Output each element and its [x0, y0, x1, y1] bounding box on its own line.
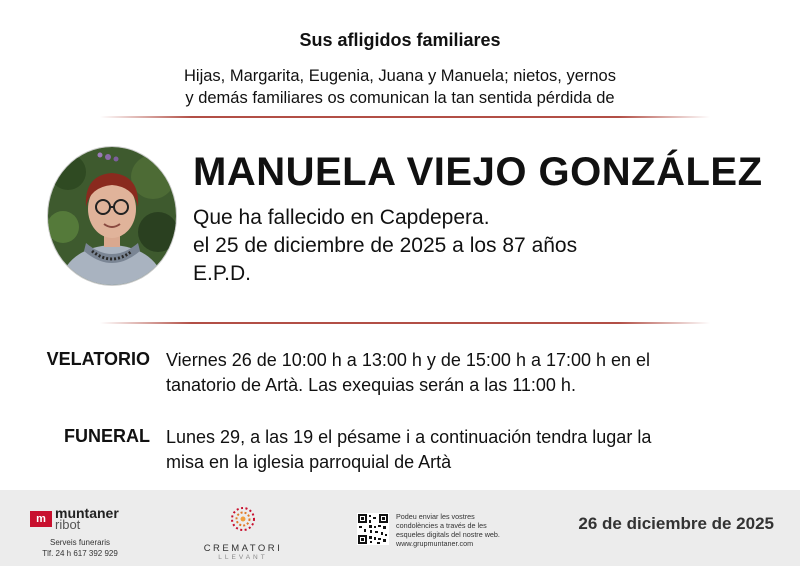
- muntaner-logo: [30, 507, 130, 531]
- muntaner-brand: [30, 507, 130, 559]
- deceased-photo: [47, 146, 177, 286]
- brand-caption: [30, 537, 130, 559]
- crematori-flower-icon: [228, 504, 258, 534]
- velatorio-line-1: Viernes 26 de 10:00 h a 13:00 h y de 15:00 h a 17:00 h en el: [166, 350, 651, 370]
- velatorio-text: [166, 348, 726, 398]
- deceased-details: [193, 204, 577, 288]
- funeral-line-2: misa en la iglesia parroquial de Artà: [166, 452, 452, 472]
- crematori-sub: LLEVANT: [218, 554, 268, 561]
- qr-text-line-3: esqueles digitals del nostre web.: [396, 530, 500, 539]
- deceased-name: MANUELA VIEJO GONZÁLEZ: [193, 150, 763, 194]
- funeral-text: [166, 425, 726, 475]
- family-text: [0, 65, 800, 109]
- family-title: Sus afligidos familiares: [299, 30, 501, 50]
- top-divider: [100, 116, 710, 118]
- middle-divider: [100, 322, 710, 324]
- funeral-line-1: Lunes 29, a las 19 el pésame i a continuación tendra lugar la: [166, 427, 652, 447]
- funeral-label: FUNERAL: [64, 426, 150, 446]
- velatorio-line-2: tanatorio de Artà. Las exequias serán a las 11:00 h.: [166, 375, 576, 395]
- brand-caption-services: Serveis funeraris: [49, 538, 111, 547]
- website-link[interactable]: www.grupmuntaner.com: [396, 539, 474, 548]
- qr-text-line-1: Podeu enviar les vostres: [396, 512, 475, 521]
- death-place: Que ha fallecido en Capdepera.: [193, 206, 490, 229]
- family-text-line-1: Hijas, Margarita, Eugenia, Juana y Manuela; nietos, yernos: [184, 67, 616, 85]
- footer: [0, 490, 800, 566]
- brand-sub: ribot: [55, 517, 81, 532]
- publication-date: 26 de diciembre de 2025: [578, 514, 774, 533]
- family-text-line-2: y demás familiares os comunican la tan sentida pérdida de: [185, 89, 615, 107]
- death-date-age: el 25 de diciembre de 2025 a los 87 años: [193, 234, 578, 257]
- qr-instructions: [396, 512, 536, 548]
- header: [0, 30, 800, 109]
- qr-text-line-2: condolències a través de les: [396, 521, 487, 530]
- brand-name: muntaner: [55, 505, 119, 521]
- qr-code-icon[interactable]: [357, 513, 389, 545]
- muntaner-mark-icon: m: [30, 511, 52, 527]
- velatorio-label: VELATORIO: [46, 349, 150, 369]
- brand-caption-phone: Tlf. 24 h 617 392 929: [42, 549, 118, 558]
- crematori-logo: [195, 504, 291, 561]
- epd: E.P.D.: [193, 262, 251, 285]
- crematori-name: CREMATORI: [203, 543, 283, 554]
